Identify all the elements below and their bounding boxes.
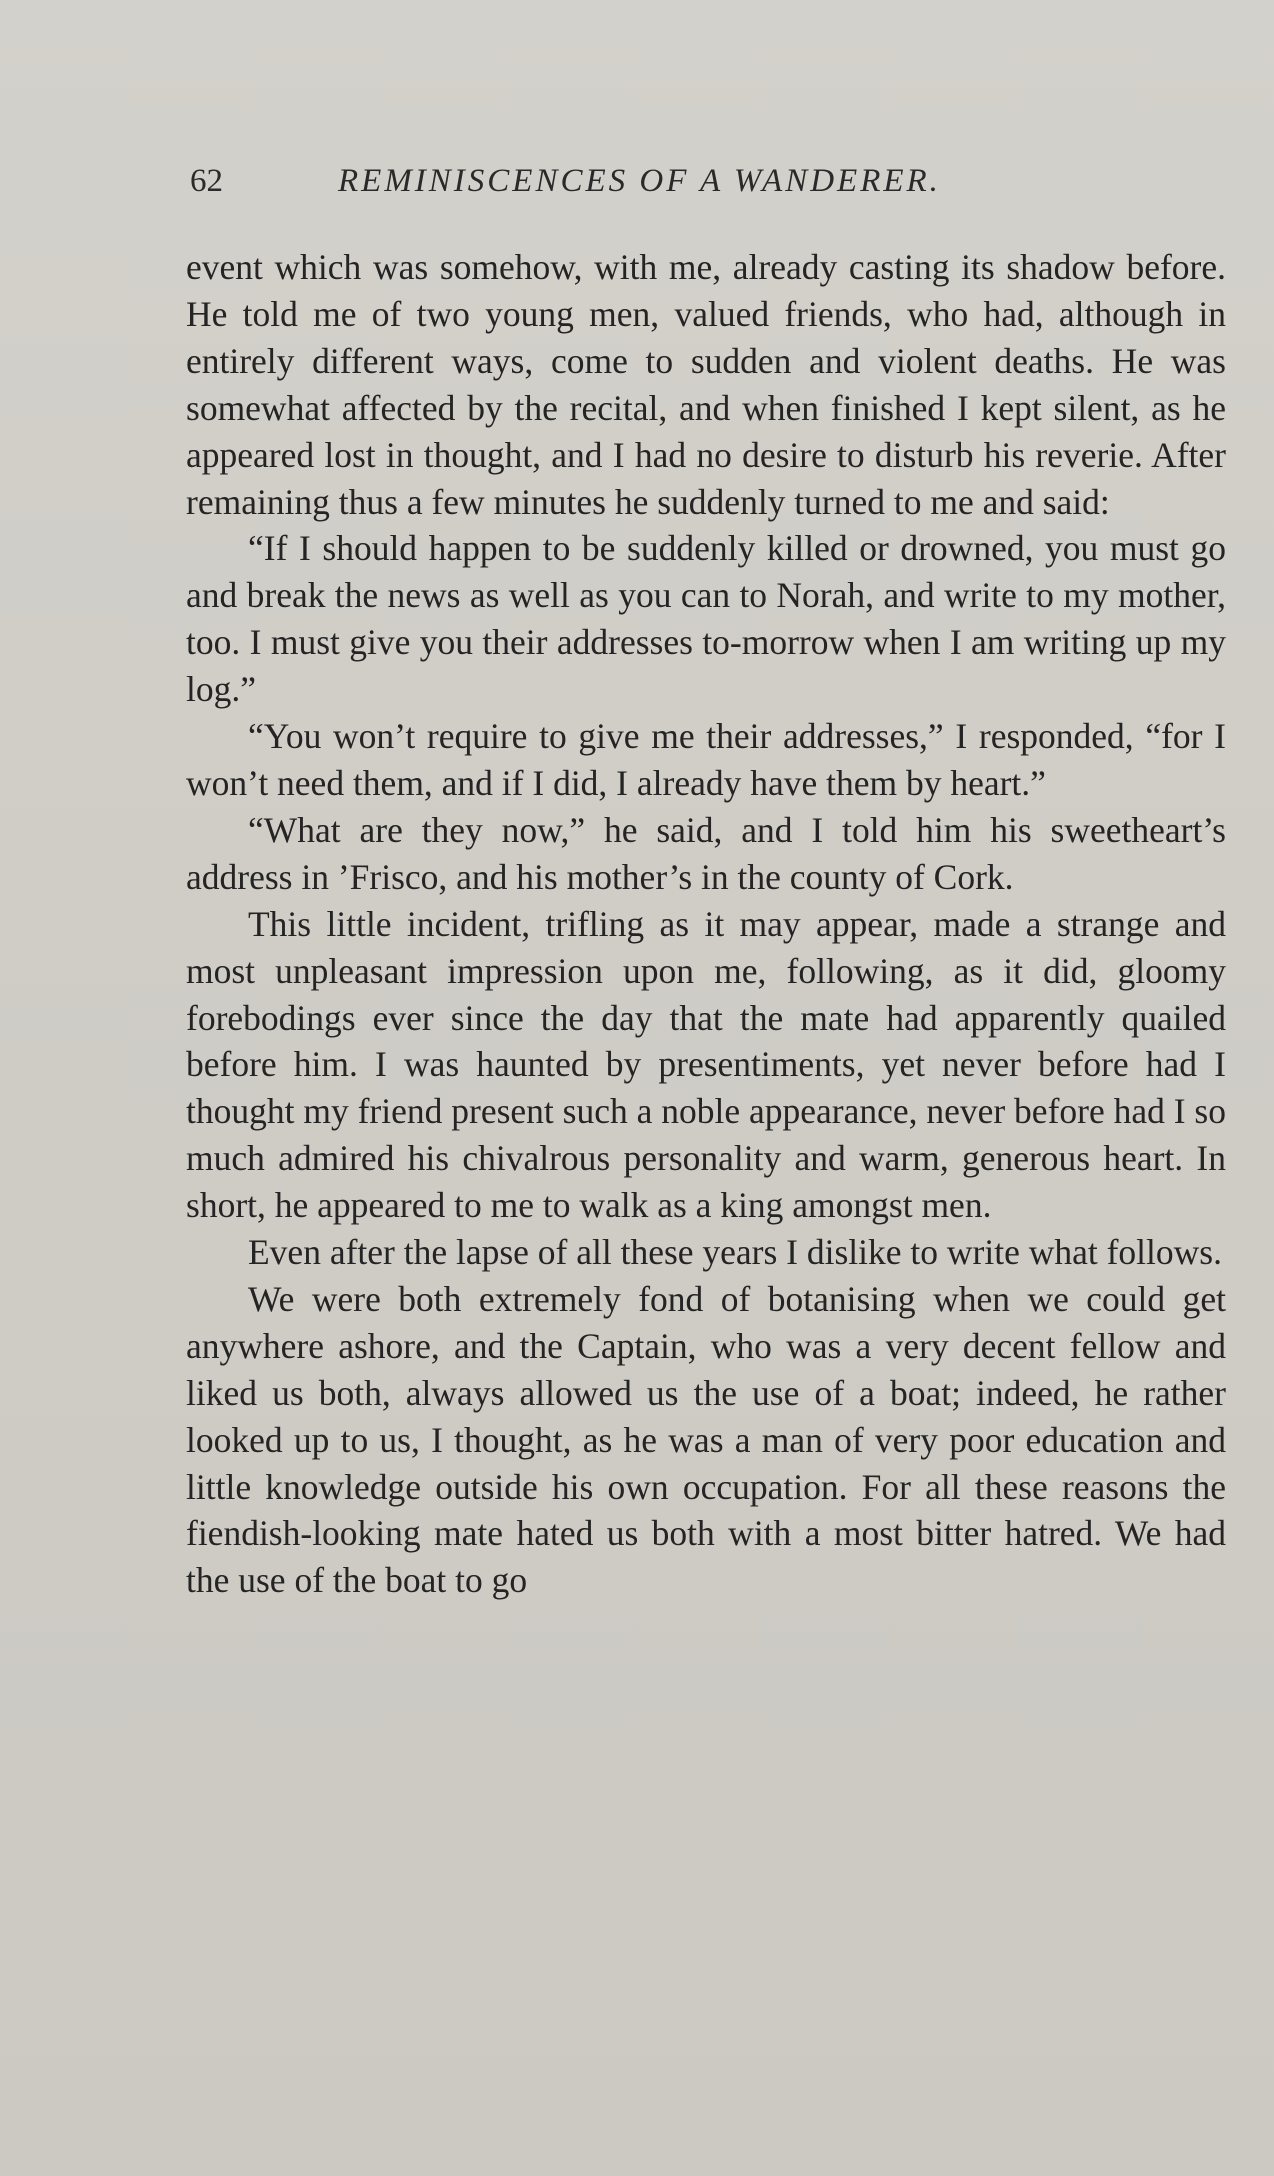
paragraph: We were both extremely fond of botanising when we could get anywhere ashore, and the Captain, who was a very decent fellow and liked us both, always allowed us the use of a boat; indeed, he rather looked up to us, I thought, as he was a man of very poor education and little knowledge outside his own occupation. For all these reasons the fiendish-looking mate hated us both with a most bitter hatred. We had the use of the boat to go: [186, 1278, 1226, 1601]
paragraph: “You won’t require to give me their addresses,” I responded, “for I won’t need them, and if I did, I already have them by heart.”: [186, 716, 1226, 803]
body-text: [186, 244, 1226, 1604]
paragraph: “If I should happen to be suddenly killed or drowned, you must go and break the news as well as you can to Norah, and write to my mother, too. I must give you their addresses to-morrow when I am writing up my log.”: [186, 528, 1226, 710]
paragraph: “What are they now,” he said, and I told him his sweetheart’s address in ’Frisco, and his mother’s in the county of Cork.: [186, 809, 1226, 897]
paragraph: Even after the lapse of all these years I dislike to write what follows.: [248, 1232, 1222, 1273]
running-title: REMINISCENCES OF A WANDERER.: [338, 163, 941, 199]
running-head: [190, 163, 1082, 207]
paragraph: This little incident, trifling as it may appear, made a strange and most unpleasant impression upon me, following, as it did, gloomy forebodings ever since the day that the mate had apparently quailed before him. I was haunted by presentiments, yet never before had I thought my friend present such a noble appearance, never before had I so much admired his chivalrous personality and warm, generous heart. In short, he appeared to me to walk as a king amongst men.: [186, 903, 1226, 1226]
page-number: 62: [190, 163, 223, 199]
paragraph-continued: event which was somehow, with me, already casting its shadow before. He told me of two young men, valued friends, who had, although in entirely different ways, come to sudden and violent deaths. He was somewhat affected by the recital, and when finished I kept silent, as he appeared lost in thought, and I had no desire to disturb his reverie. After remaining thus a few minutes he suddenly turned to me and said:: [186, 247, 1226, 522]
